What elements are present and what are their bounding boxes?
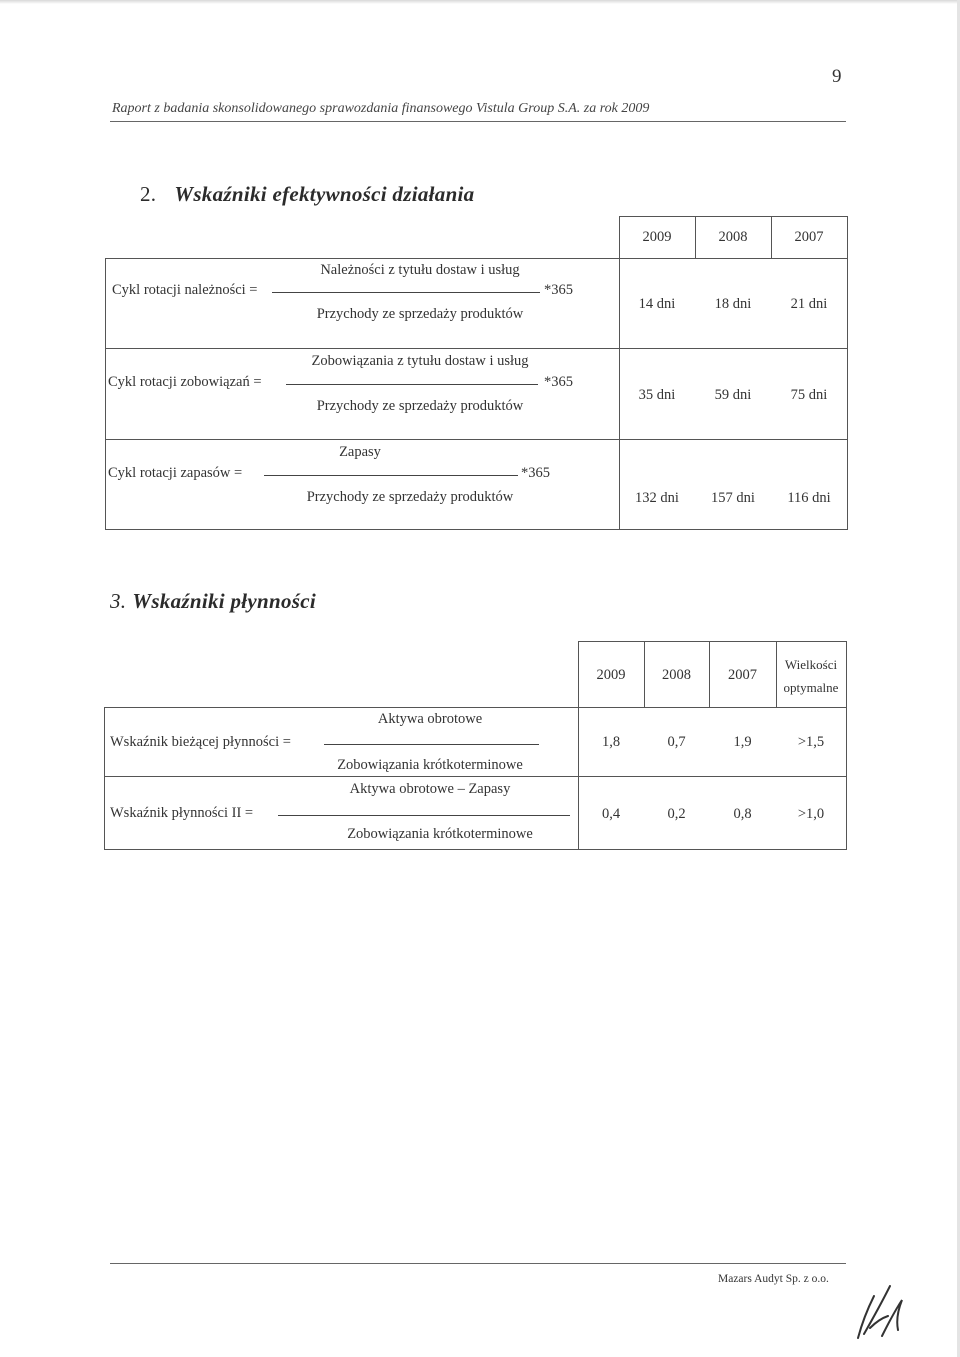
table-border: [105, 258, 106, 530]
page-number: 9: [832, 66, 842, 87]
formula-denominator: Przychody ze sprzedaży produktów: [306, 489, 514, 505]
formula-denominator: Zobowiązania krótkoterminowe: [347, 826, 533, 842]
formula-numerator: Zobowiązania z tytułu dostaw i usług: [311, 353, 529, 369]
value-cell: 0,8: [733, 806, 752, 822]
year-header: 2007: [794, 229, 824, 245]
section-2-title: [140, 182, 474, 207]
table-border: [104, 776, 847, 777]
section-2-title-text: Wskaźniki efektywności działania: [174, 182, 475, 206]
value-cell: 75 dni: [790, 387, 828, 403]
table-border: [105, 258, 848, 259]
value-cell: 18 dni: [714, 296, 752, 312]
year-header: 2009: [596, 667, 626, 683]
optimal-value-cell: >1,0: [797, 806, 825, 822]
footer-rule: [110, 1263, 846, 1264]
year-header: 2008: [662, 667, 691, 683]
value-cell: 21 dni: [790, 296, 828, 312]
section-3-title: [110, 589, 316, 614]
formula-numerator: Należności z tytułu dostaw i usług: [320, 262, 520, 278]
table-border: [104, 849, 847, 850]
formula-numerator: Aktywa obrotowe – Zapasy: [349, 781, 511, 797]
year-header: 2007: [728, 667, 757, 683]
table-border: [105, 348, 848, 349]
section-2-number: 2.: [140, 182, 157, 206]
value-cell: 0,7: [667, 734, 686, 750]
formula-denominator: Przychody ze sprzedaży produktów: [316, 398, 524, 414]
value-cell: 1,9: [733, 734, 752, 750]
fraction-line: [286, 384, 538, 385]
table-border: [578, 641, 847, 642]
footer-company: Mazars Audyt Sp. z o.o.: [718, 1273, 829, 1285]
formula-denominator: Zobowiązania krótkoterminowe: [337, 757, 523, 773]
formula-label: Cykl rotacji należności =: [112, 282, 258, 298]
year-header: 2009: [642, 229, 672, 245]
header-rule: [110, 121, 846, 122]
formula-label: Cykl rotacji zapasów =: [108, 465, 243, 481]
table-border: [105, 439, 848, 440]
page-edge-top: [0, 0, 960, 4]
value-cell: 14 dni: [638, 296, 676, 312]
formula-numerator: Zapasy: [339, 444, 381, 460]
value-cell: 157 dni: [711, 490, 755, 506]
signature-initials: [852, 1278, 912, 1344]
value-cell: 1,8: [601, 734, 621, 750]
fraction-line: [272, 292, 540, 293]
formula-multiplier: *365: [544, 374, 573, 390]
formula-label: Wskaźnik bieżącej płynności =: [110, 734, 291, 750]
table-border: [619, 216, 848, 217]
optimal-header-line1: Wielkości: [784, 657, 838, 672]
table-border: [847, 216, 848, 530]
optimal-header-line2: optymalne: [783, 680, 839, 695]
table-border: [105, 529, 848, 530]
formula-multiplier: *365: [521, 465, 550, 481]
optimal-value-cell: >1,5: [797, 734, 825, 750]
section-3-title-text: Wskaźniki płynności: [132, 589, 317, 613]
formula-label: Cykl rotacji zobowiązań =: [108, 374, 262, 390]
formula-multiplier: *365: [544, 282, 573, 298]
table-border: [776, 641, 777, 707]
fraction-line: [324, 744, 539, 745]
formula-denominator: Przychody ze sprzedaży produktów: [316, 306, 524, 322]
value-cell: 0,4: [601, 806, 621, 822]
formula-numerator: Aktywa obrotowe: [377, 711, 483, 727]
running-header: Raport z badania skonsolidowanego sprawozdania finansowego Vistula Group S.A. za rok 2009: [112, 101, 650, 116]
table-border: [619, 216, 620, 530]
year-header: 2008: [718, 229, 748, 245]
value-cell: 0,2: [667, 806, 686, 822]
fraction-line: [264, 475, 518, 476]
table-border: [846, 641, 847, 850]
table-border: [104, 707, 847, 708]
value-cell: 132 dni: [635, 490, 679, 506]
fraction-line: [278, 815, 570, 816]
value-cell: 116 dni: [787, 490, 831, 506]
section-3-number: 3.: [110, 589, 127, 613]
formula-label: Wskaźnik płynności II =: [110, 805, 254, 821]
table-border: [104, 707, 105, 850]
value-cell: 59 dni: [714, 387, 752, 403]
value-cell: 35 dni: [638, 387, 676, 403]
